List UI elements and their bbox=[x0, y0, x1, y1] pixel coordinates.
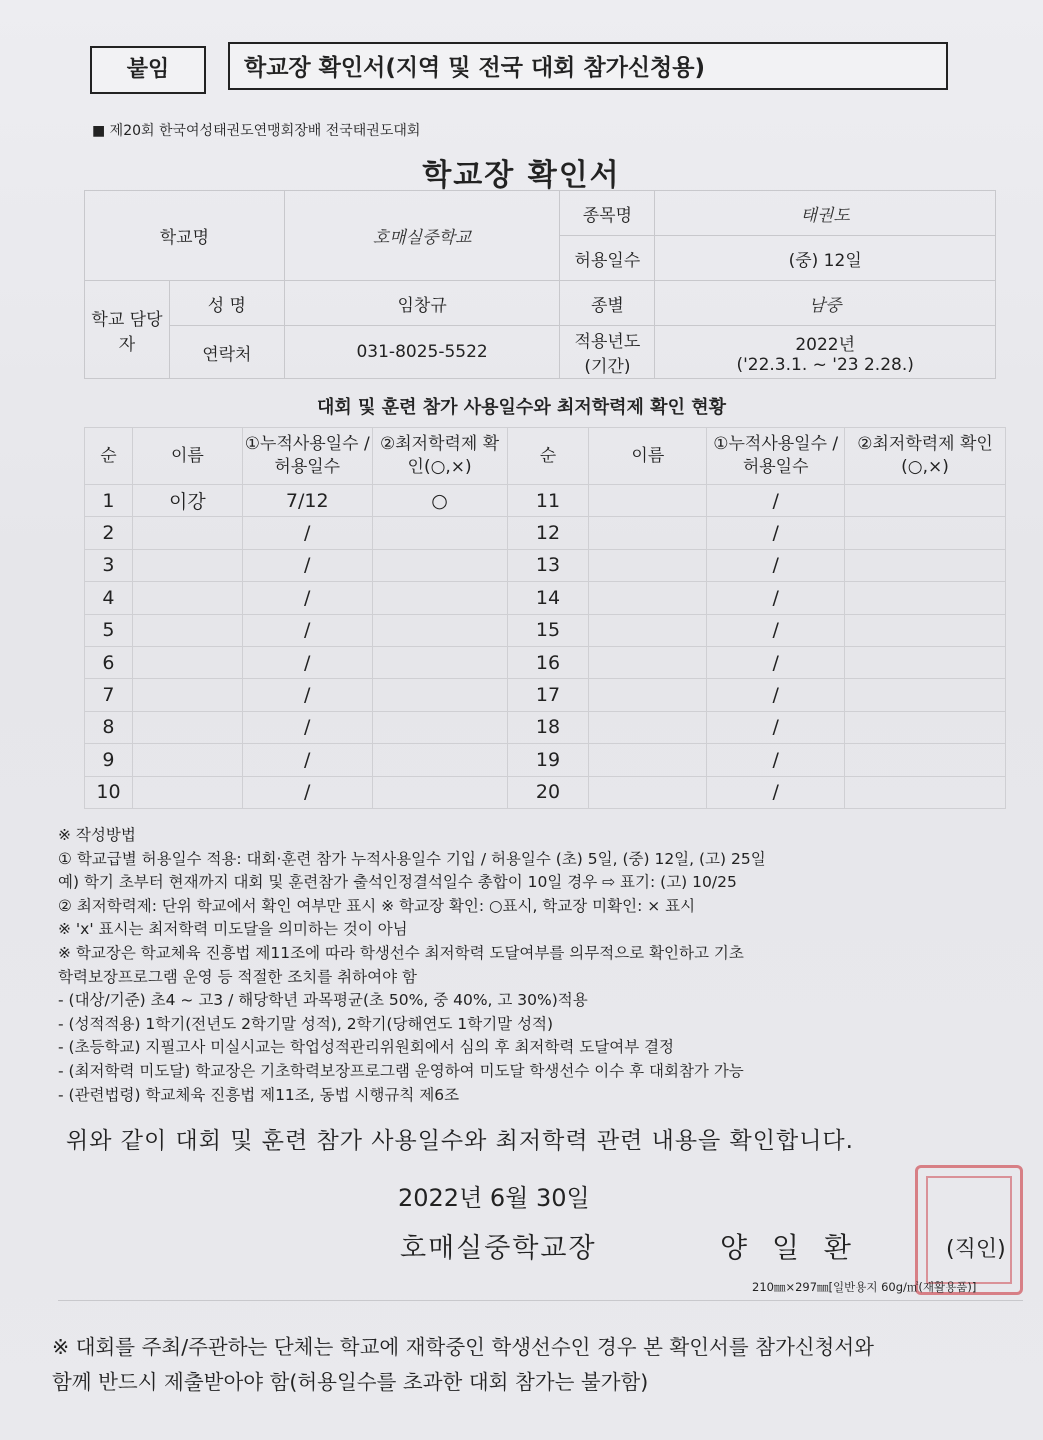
row-no: 7 bbox=[85, 679, 133, 711]
row-days: 7/12 bbox=[242, 485, 372, 517]
note-line: ※ 작성방법 bbox=[58, 826, 136, 844]
row-days: / bbox=[242, 582, 372, 614]
note-line: - (최저학력 미도달) 학교장은 기초학력보장프로그램 운영하여 미도달 학생선수 이수 후 대회참가 가능 bbox=[58, 1061, 744, 1080]
row-no: 12 bbox=[507, 517, 589, 549]
contact-value: 031-8025-5522 bbox=[284, 326, 560, 379]
row-name bbox=[589, 549, 707, 581]
note-line: ① 학교급별 허용일수 적용: 대회·훈련 참가 누적사용일수 기입 / 허용일수 (초) 5일, (중) 12일, (고) 25일 bbox=[58, 849, 766, 868]
table-row bbox=[85, 485, 1006, 517]
row-name bbox=[589, 679, 707, 711]
row-name bbox=[589, 776, 707, 808]
row-no: 1 bbox=[85, 485, 133, 517]
row-academic bbox=[372, 646, 507, 678]
row-academic bbox=[372, 679, 507, 711]
row-academic bbox=[372, 582, 507, 614]
note-line: - (초등학교) 지필고사 미실시교는 학업성적관리위원회에서 심의 후 최저학력 도달여부 결정 bbox=[58, 1038, 675, 1057]
row-academic bbox=[845, 614, 1006, 646]
category-value: 남중 bbox=[655, 281, 996, 326]
row-no: 6 bbox=[85, 646, 133, 678]
row-days: / bbox=[707, 744, 845, 776]
principal-name: 양 일 환 bbox=[720, 1231, 859, 1264]
row-academic bbox=[845, 485, 1006, 517]
row-academic bbox=[372, 776, 507, 808]
row-academic bbox=[845, 646, 1006, 678]
row-academic bbox=[372, 614, 507, 646]
table-row bbox=[85, 582, 1006, 614]
info-table bbox=[84, 190, 996, 379]
bottom-note-line: 함께 반드시 제출받아야 함(허용일수를 초과한 대회 참가는 불가함) bbox=[52, 1370, 649, 1394]
note-line: ※ 학교장은 학교체육 진흥법 제11조에 따라 학생선수 최저학력 도달여부를 의무적으로 확인하고 기초 bbox=[58, 943, 744, 962]
row-name bbox=[132, 646, 242, 678]
row-days: / bbox=[242, 549, 372, 581]
row-no: 17 bbox=[507, 679, 589, 711]
section-title: 대회 및 훈련 참가 사용일수와 최저학력제 확인 현황 bbox=[316, 397, 726, 418]
bottom-note-line: ※ 대회를 주최/주관하는 단체는 학교에 재학중인 학생선수인 경우 본 확인서를 참가신청서와 bbox=[52, 1335, 874, 1359]
bottom-notice bbox=[52, 1330, 874, 1400]
sport-label: 종목명 bbox=[560, 191, 655, 236]
row-academic bbox=[845, 549, 1006, 581]
header-academic: ②최저학력제 확인(○,×) bbox=[845, 428, 1006, 485]
year-cell bbox=[655, 326, 996, 379]
table-row bbox=[85, 679, 1006, 711]
table-row bbox=[85, 549, 1006, 581]
row-no: 9 bbox=[85, 744, 133, 776]
row-days: / bbox=[707, 679, 845, 711]
row-name bbox=[589, 744, 707, 776]
header-no: 순 bbox=[85, 428, 133, 485]
table-row bbox=[85, 517, 1006, 549]
header-days: ①누적사용일수 /허용일수 bbox=[707, 428, 845, 485]
row-days: / bbox=[707, 776, 845, 808]
row-name bbox=[132, 517, 242, 549]
note-line: - (관련법령) 학교체육 진흥법 제11조, 동법 시행규칙 제6조 bbox=[58, 1085, 460, 1104]
attachment-label: 붙임 bbox=[90, 46, 206, 94]
row-name bbox=[589, 646, 707, 678]
row-academic bbox=[845, 776, 1006, 808]
row-no: 2 bbox=[85, 517, 133, 549]
row-no: 15 bbox=[507, 614, 589, 646]
row-name bbox=[132, 679, 242, 711]
event-line: ■ 제20회 한국여성태권도연맹회장배 전국태권도대회 bbox=[92, 123, 421, 139]
row-no: 20 bbox=[507, 776, 589, 808]
row-no: 4 bbox=[85, 582, 133, 614]
row-days: / bbox=[707, 582, 845, 614]
header-academic: ②최저학력제 확인(○,×) bbox=[372, 428, 507, 485]
header-name: 이름 bbox=[132, 428, 242, 485]
footer-divider bbox=[58, 1300, 1023, 1301]
row-no: 11 bbox=[507, 485, 589, 517]
row-days: / bbox=[242, 614, 372, 646]
row-no: 10 bbox=[85, 776, 133, 808]
row-academic bbox=[372, 549, 507, 581]
table-row bbox=[85, 711, 1006, 743]
form-title: 학교장 확인서(지역 및 전국 대회 참가신청용) bbox=[228, 42, 948, 90]
sport-value: 태권도 bbox=[655, 191, 996, 236]
row-academic bbox=[845, 517, 1006, 549]
paper-size-note: 210㎜×297㎜[일반용지 60g/㎡(재활용품)] bbox=[752, 1280, 977, 1294]
row-name: 이강 bbox=[132, 485, 242, 517]
row-name bbox=[589, 485, 707, 517]
name-value: 임창규 bbox=[284, 281, 560, 326]
note-line: 학력보장프로그램 운영 등 적절한 조치를 취하여야 함 bbox=[58, 967, 417, 986]
note-line: ② 최저학력제: 단위 학교에서 확인 여부만 표시 ※ 학교장 확인: ○표시, 학교장 미확인: × 표시 bbox=[58, 896, 696, 915]
row-days: / bbox=[242, 679, 372, 711]
table-row bbox=[85, 776, 1006, 808]
row-no: 18 bbox=[507, 711, 589, 743]
row-academic: ○ bbox=[372, 485, 507, 517]
table-row bbox=[85, 744, 1006, 776]
period-value: ('22.3.1. ~ '23 2.28.) bbox=[736, 354, 914, 375]
row-name bbox=[589, 582, 707, 614]
row-days: / bbox=[707, 485, 845, 517]
table-row bbox=[85, 646, 1006, 678]
row-name bbox=[589, 517, 707, 549]
table-row bbox=[85, 614, 1006, 646]
row-days: / bbox=[242, 517, 372, 549]
doc-title: 학교장 확인서 bbox=[422, 158, 621, 193]
note-line: 예) 학기 초부터 현재까지 대회 및 훈련참가 출석인정결석일수 총합이 10일 경우 ⇨ 표기: (고) 10/25 bbox=[58, 873, 737, 892]
row-no: 3 bbox=[85, 549, 133, 581]
school-value: 호매실중학교 bbox=[284, 191, 560, 281]
row-academic bbox=[845, 679, 1006, 711]
row-days: / bbox=[242, 744, 372, 776]
row-no: 5 bbox=[85, 614, 133, 646]
note-line: - (대상/기준) 초4 ~ 고3 / 해당학년 과목평균(초 50%, 중 40%, 고 30%)적용 bbox=[58, 991, 588, 1010]
row-name bbox=[132, 776, 242, 808]
note-line: ※ 'x' 표시는 최저학력 미도달을 의미하는 것이 아님 bbox=[58, 920, 408, 939]
category-label: 종별 bbox=[560, 281, 655, 326]
row-name bbox=[132, 614, 242, 646]
row-academic bbox=[372, 744, 507, 776]
header-name: 이름 bbox=[589, 428, 707, 485]
row-days: / bbox=[707, 711, 845, 743]
allowed-value: (중) 12일 bbox=[655, 236, 996, 281]
row-academic bbox=[372, 517, 507, 549]
school-label: 학교명 bbox=[85, 191, 285, 281]
year-label: 적용년도 (기간) bbox=[560, 326, 655, 379]
row-no: 8 bbox=[85, 711, 133, 743]
header-days: ①누적사용일수 /허용일수 bbox=[242, 428, 372, 485]
contact-label: 연락처 bbox=[169, 326, 284, 379]
row-name bbox=[132, 744, 242, 776]
row-name bbox=[132, 549, 242, 581]
year-value: 2022년 bbox=[795, 334, 856, 355]
row-no: 16 bbox=[507, 646, 589, 678]
row-name bbox=[589, 711, 707, 743]
row-days: / bbox=[707, 517, 845, 549]
row-academic bbox=[845, 744, 1006, 776]
row-academic bbox=[372, 711, 507, 743]
row-days: / bbox=[242, 776, 372, 808]
row-days: / bbox=[707, 646, 845, 678]
principal-title: 호매실중학교장 bbox=[400, 1233, 597, 1264]
header-no: 순 bbox=[507, 428, 589, 485]
row-no: 14 bbox=[507, 582, 589, 614]
row-days: / bbox=[242, 711, 372, 743]
official-seal-stamp bbox=[915, 1165, 1023, 1295]
row-days: / bbox=[707, 614, 845, 646]
row-no: 19 bbox=[507, 744, 589, 776]
allowed-label: 허용일수 bbox=[560, 236, 655, 281]
note-line: - (성적적용) 1학기(전년도 2학기말 성적), 2학기(당해연도 1학기말 성적) bbox=[58, 1014, 554, 1033]
row-name bbox=[132, 711, 242, 743]
row-academic bbox=[845, 711, 1006, 743]
writing-instructions bbox=[58, 824, 1023, 1107]
row-no: 13 bbox=[507, 549, 589, 581]
row-days: / bbox=[707, 549, 845, 581]
usage-table bbox=[84, 427, 1006, 809]
row-name bbox=[589, 614, 707, 646]
row-name bbox=[132, 582, 242, 614]
issue-date: 2022년 6월 30일 bbox=[398, 1184, 590, 1212]
manager-label: 학교 담당자 bbox=[85, 281, 170, 379]
row-academic bbox=[845, 582, 1006, 614]
name-label: 성 명 bbox=[169, 281, 284, 326]
seal-label: (직인) bbox=[946, 1237, 1006, 1262]
confirmation-statement: 위와 같이 대회 및 훈련 참가 사용일수와 최저학력 관련 내용을 확인합니다. bbox=[66, 1128, 854, 1154]
row-days: / bbox=[242, 646, 372, 678]
